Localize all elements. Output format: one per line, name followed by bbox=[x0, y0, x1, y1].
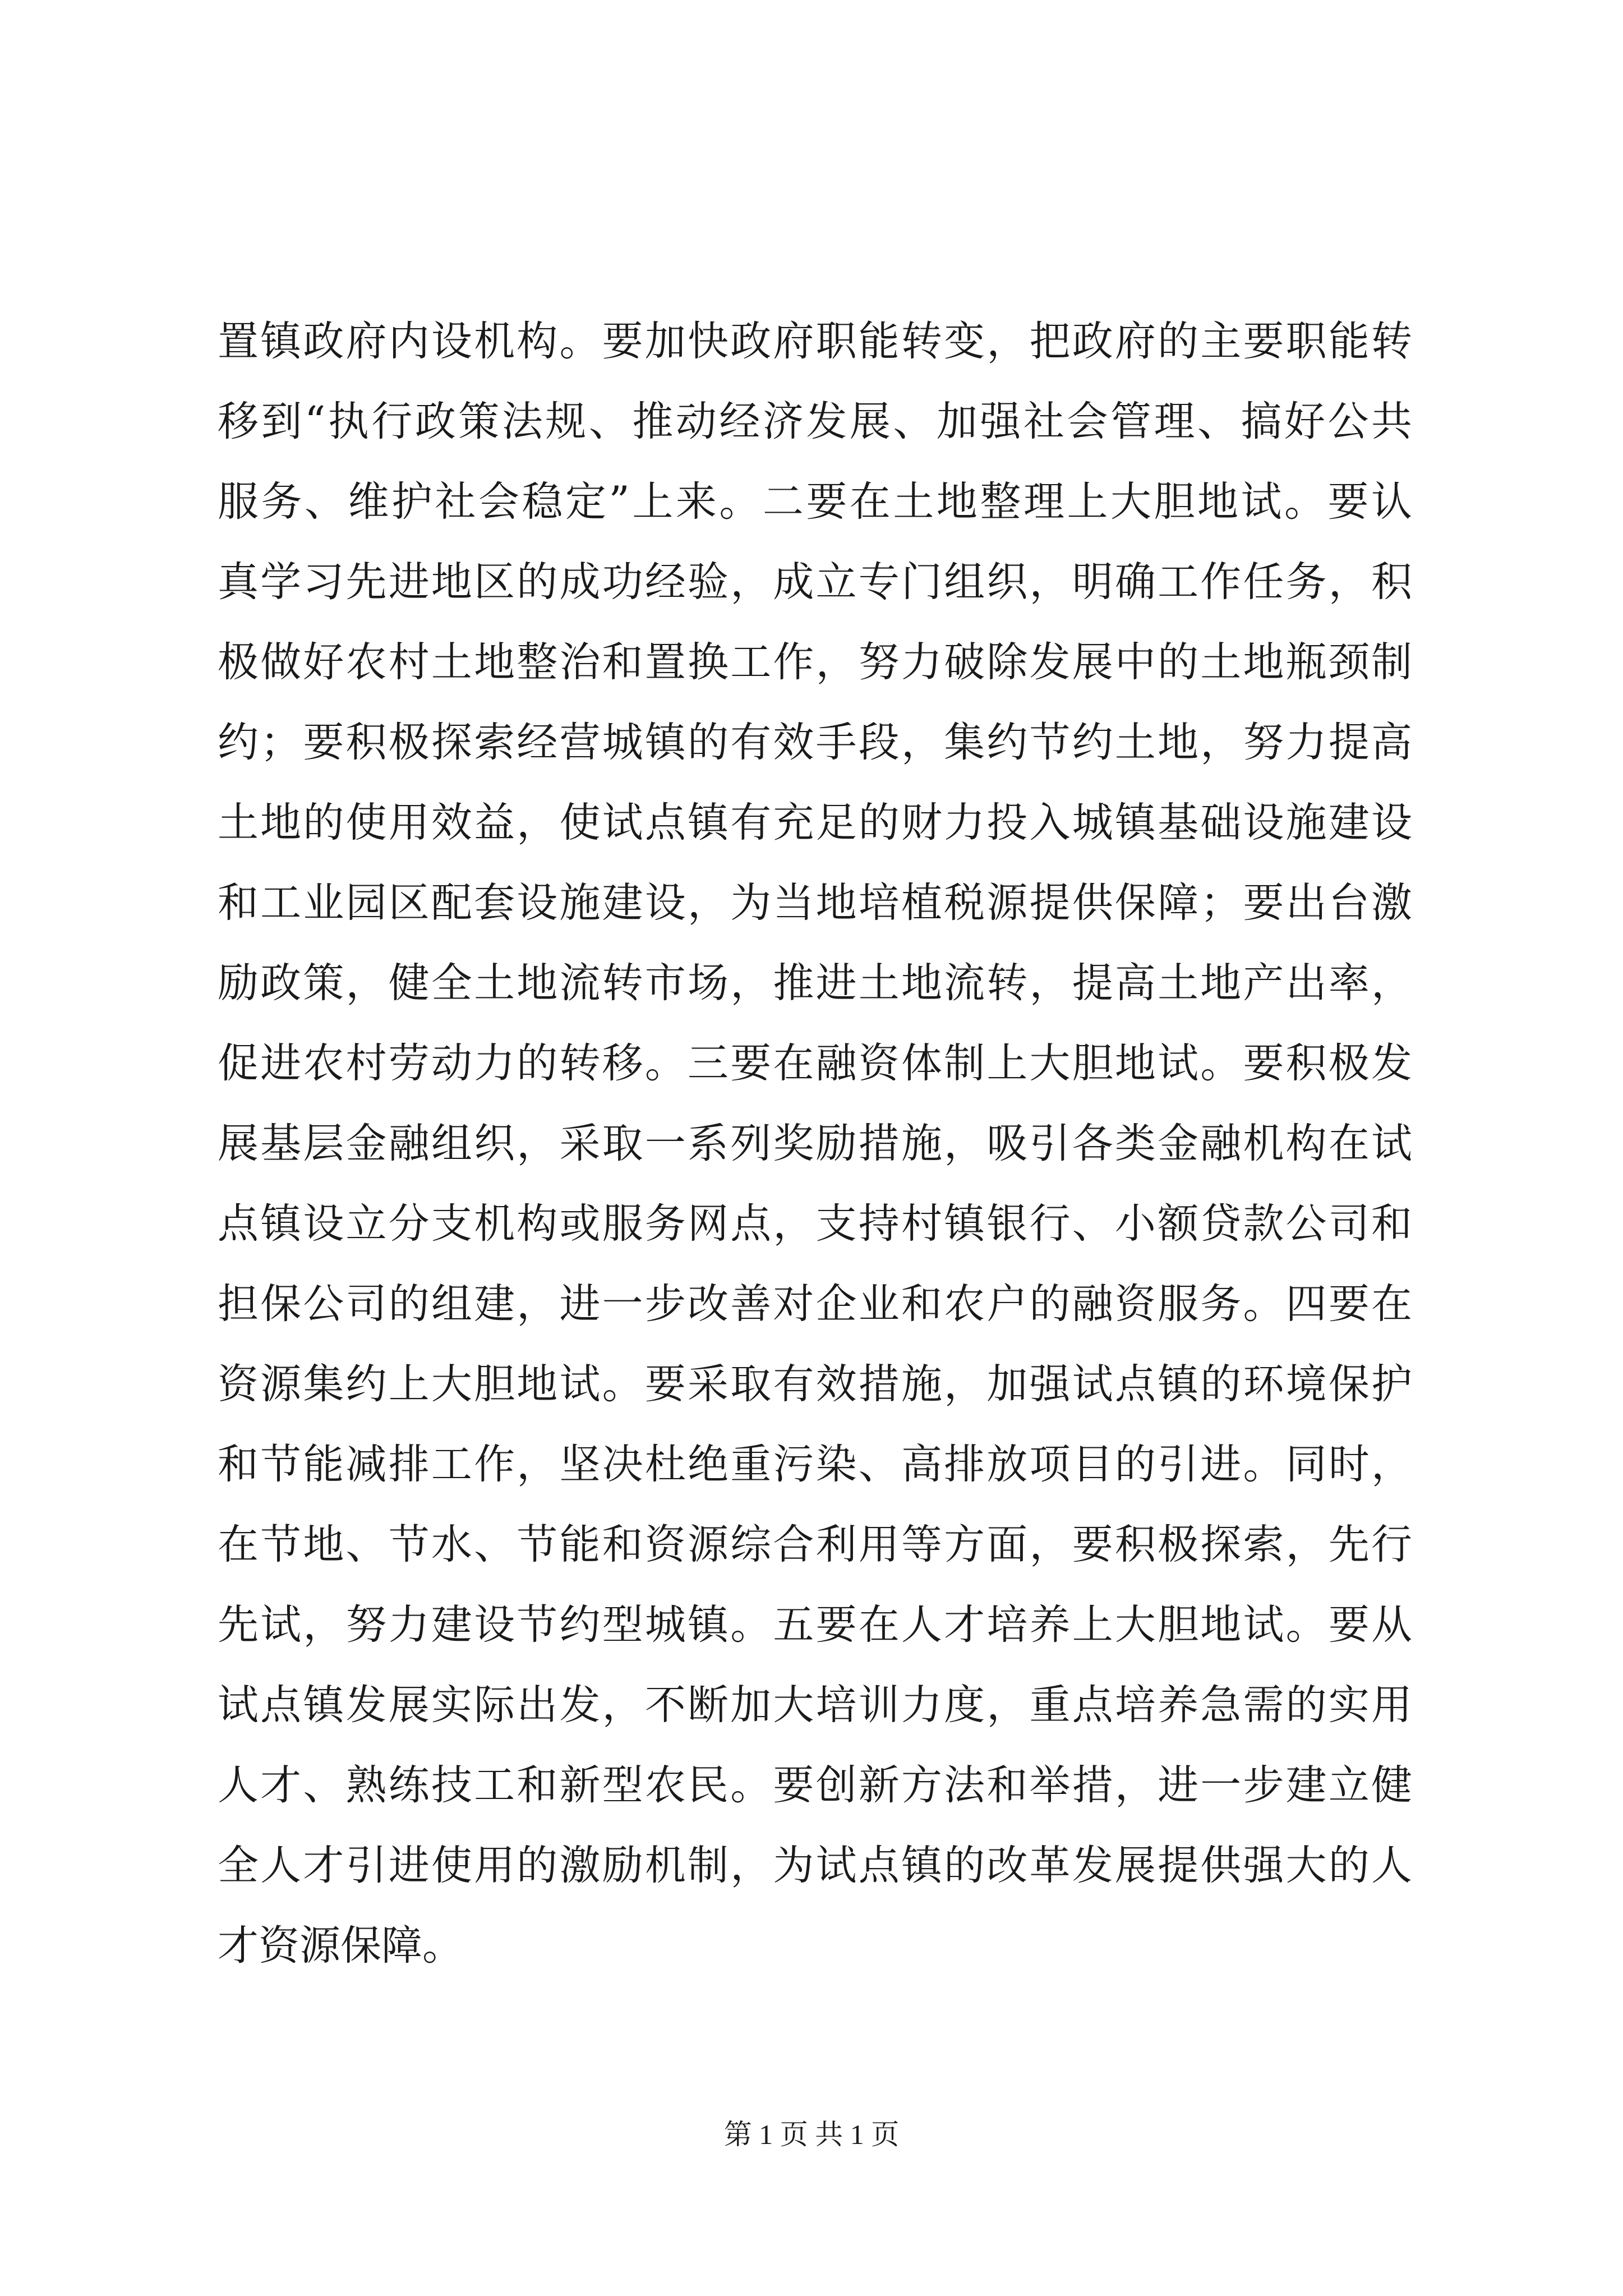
text-line: 励政策，健全土地流转市场，推进土地流转，提高土地产出率， bbox=[218, 959, 1412, 1007]
text-line: 极做好农村土地整治和置换工作，努力破除发展中的土地瓶颈制 bbox=[218, 638, 1412, 686]
text-line: 人才、熟练技工和新型农民。要创新方法和举措，进一步建立健 bbox=[218, 1761, 1412, 1809]
text-line: 土地的使用效益，使试点镇有充足的财力投入城镇基础设施建设 bbox=[218, 799, 1412, 846]
text-line: 展基层金融组织，采取一系列奖励措施，吸引各类金融机构在试 bbox=[218, 1120, 1412, 1167]
text-line: 在节地、节水、节能和资源综合利用等方面，要积极探索，先行 bbox=[218, 1521, 1412, 1568]
text-line: 全人才引进使用的激励机制，为试点镇的改革发展提供强大的人 bbox=[218, 1842, 1412, 1889]
text-line: 服务、维护社会稳定”上来。二要在土地整理上大胆地试。要认 bbox=[218, 478, 1412, 526]
text-line: 资源集约上大胆地试。要采取有效措施，加强试点镇的环境保护 bbox=[218, 1360, 1412, 1408]
text-line: 担保公司的组建，进一步改善对企业和农户的融资服务。四要在 bbox=[218, 1280, 1412, 1328]
text-line: 和节能减排工作，坚决杜绝重污染、高排放项目的引进。同时， bbox=[218, 1441, 1412, 1488]
text-line: 点镇设立分支机构或服务网点，支持村镇银行、小额贷款公司和 bbox=[218, 1200, 1412, 1248]
text-line: 和工业园区配套设施建设，为当地培植税源提供保障；要出台激 bbox=[218, 879, 1412, 927]
text-line: 约；要积极探索经营城镇的有效手段，集约节约土地，努力提高 bbox=[218, 719, 1412, 766]
body-paragraph bbox=[218, 301, 1412, 1986]
text-line: 试点镇发展实际出发，不断加大培训力度，重点培养急需的实用 bbox=[218, 1681, 1412, 1729]
text-line: 促进农村劳动力的转移。三要在融资体制上大胆地试。要积极发 bbox=[218, 1039, 1412, 1087]
text-line: 置镇政府内设机构。要加快政府职能转变，把政府的主要职能转 bbox=[218, 318, 1412, 365]
text-line-last: 才资源保障。 bbox=[218, 1922, 463, 1970]
page-footer: 第 1 页 共 1 页 bbox=[723, 2119, 900, 2150]
text-line: 真学习先进地区的成功经验，成立专门组织，明确工作任务，积 bbox=[218, 558, 1412, 606]
text-line: 移到“执行政策法规、推动经济发展、加强社会管理、搞好公共 bbox=[218, 398, 1412, 445]
text-line: 先试，努力建设节约型城镇。五要在人才培养上大胆地试。要从 bbox=[218, 1601, 1412, 1649]
